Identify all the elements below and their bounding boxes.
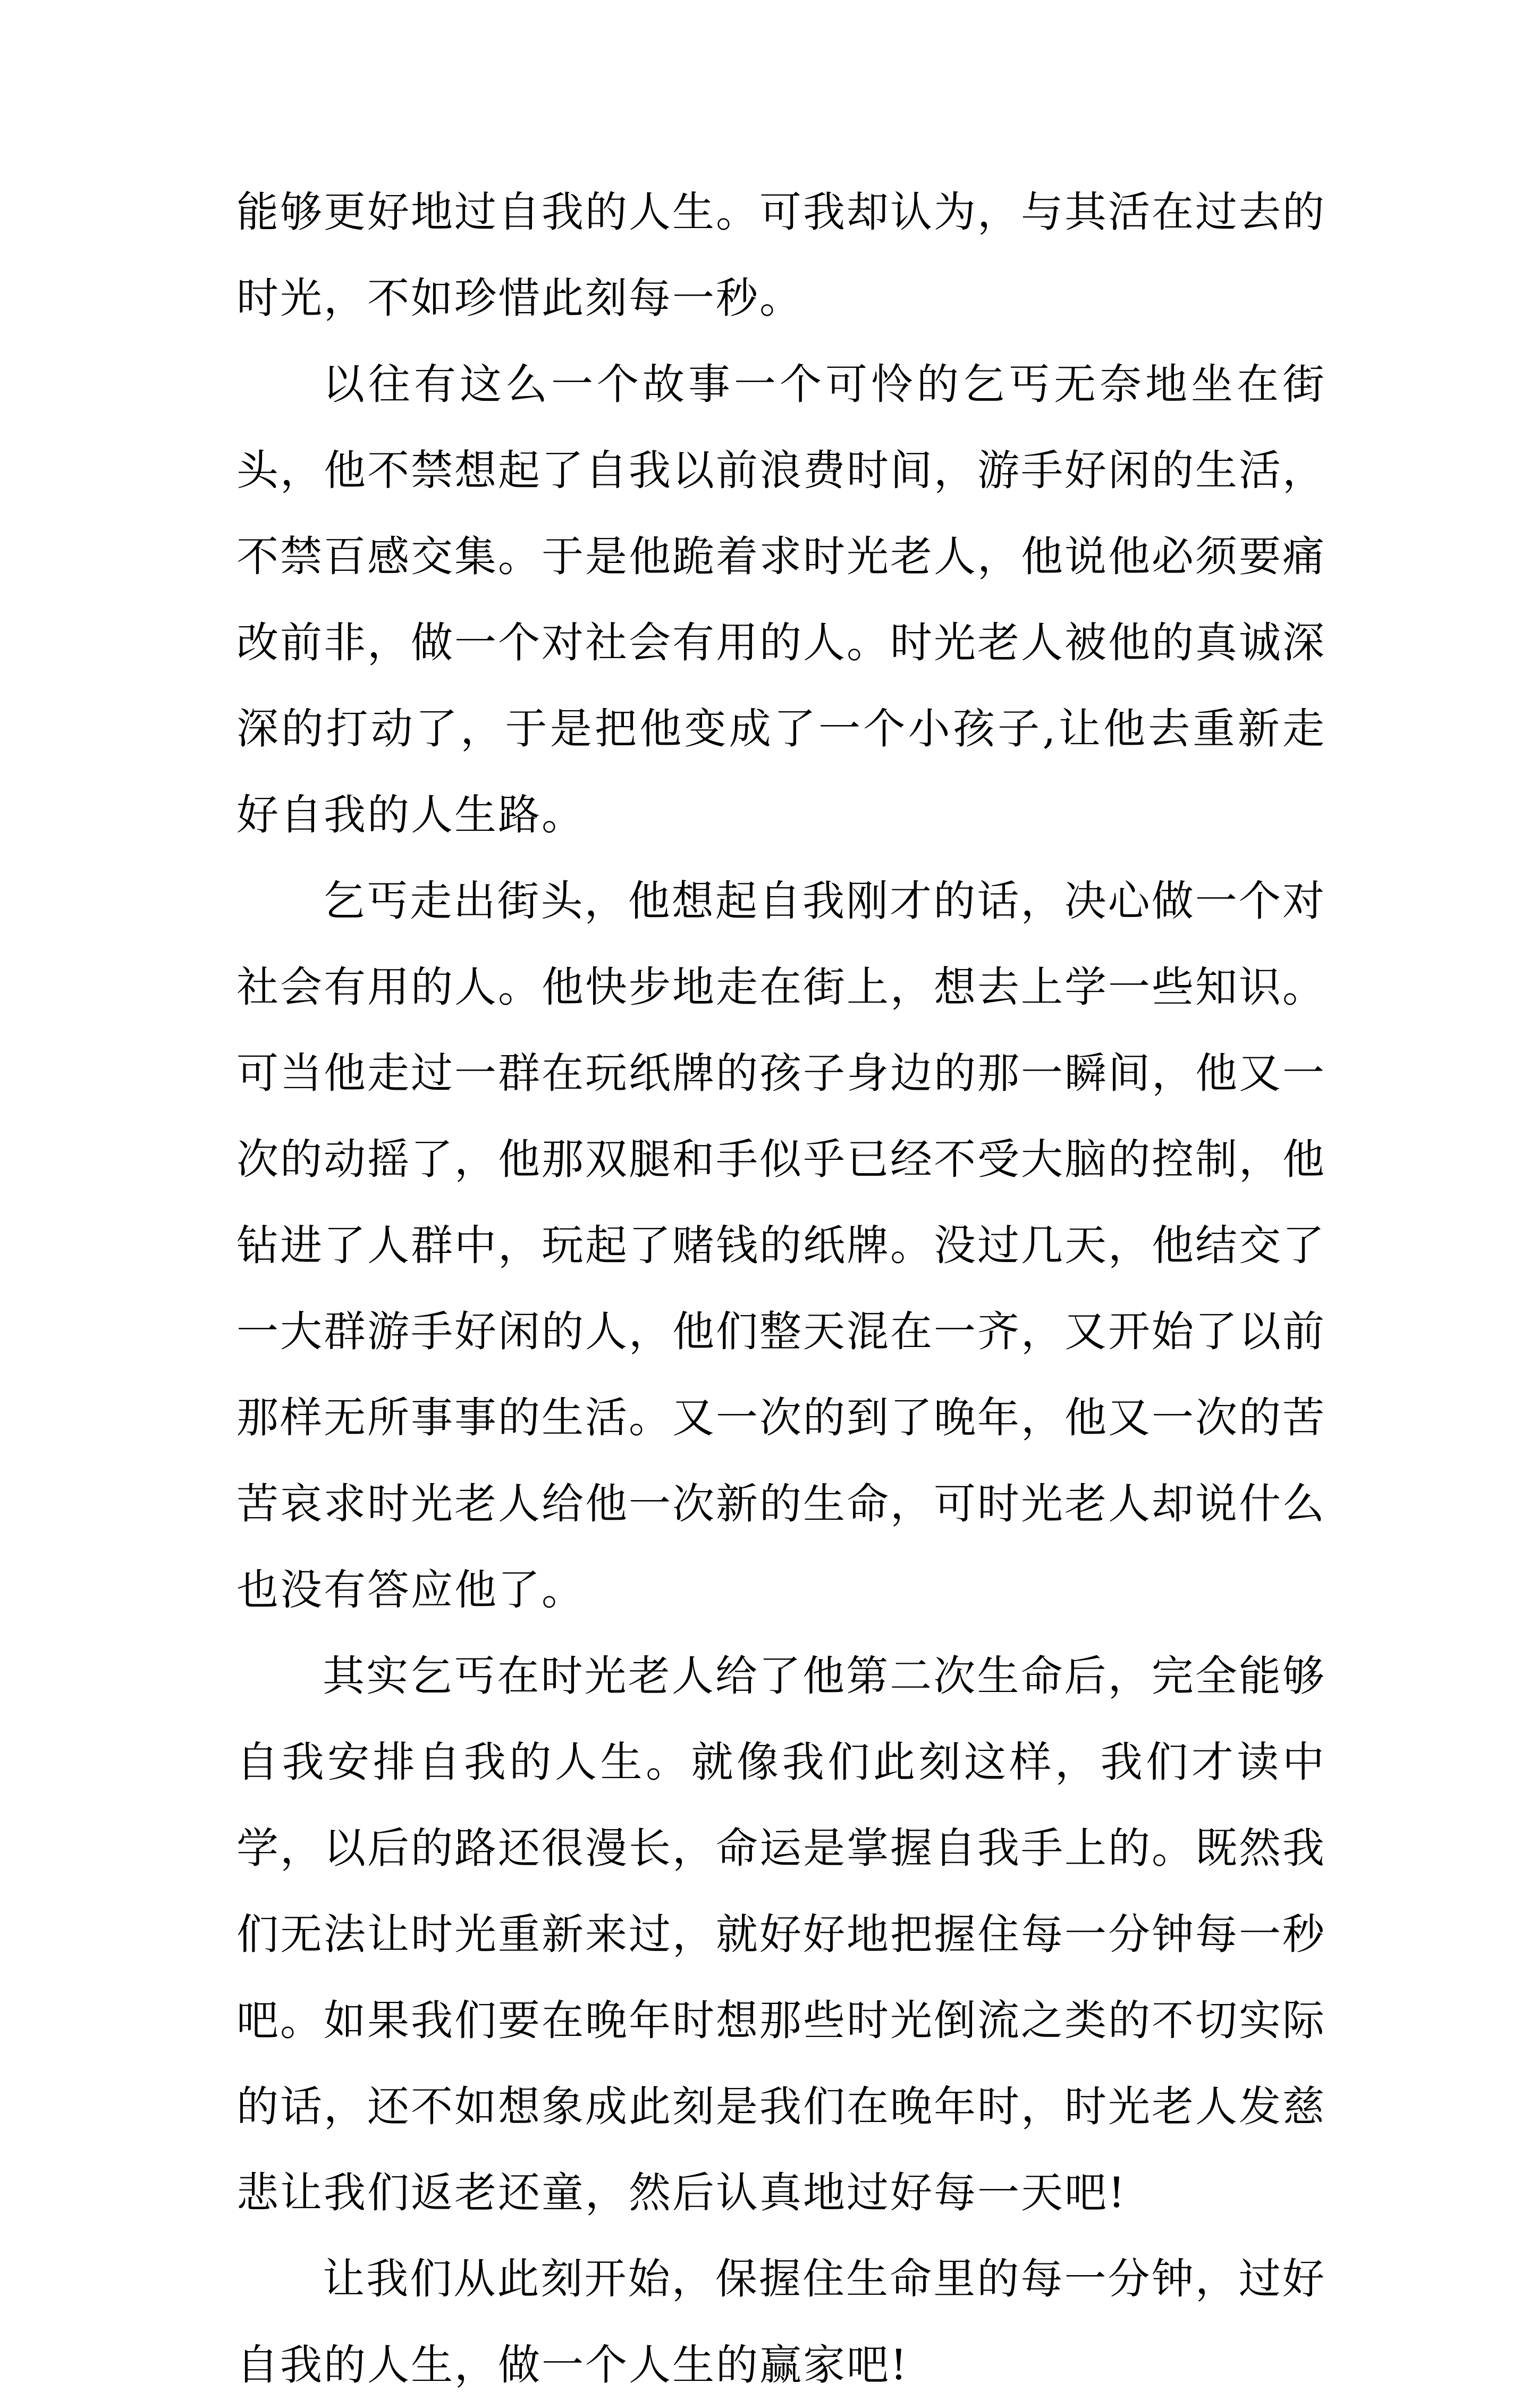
paragraph-3: 乞丐走出街头，他想起自我刚才的话，决心做一个对社会有用的人。他快步地走在街上，想去上学一些知识。可当他走过一群在玩纸牌的孩子身边的那一瞬间，他又一次的动摇了，他那双腿和手似乎已经不受大脑的控制，他钻进了人群中，玩起了赌钱的纸牌。没过几天，他结交了一大群游手好闲的人，他们整天混在一齐，又开始了以前那样无所事事的生活。又一次的到了晚年，他又一次的苦苦哀求时光老人给他一次新的生命，可时光老人却说什么也没有答应他了。 [236,877,1326,1614]
paragraph-2: 以往有这么一个故事一个可怜的乞丐无奈地坐在街头，他不禁想起了自我以前浪费时间，游手好闲的生活，不禁百感交集。于是他跪着求时光老人，他说他必须要痛改前非，做一个对社会有用的人。时光老人被他的真诚深深的打动了，于是把他变成了一个小孩子,让他去重新走好自我的人生路。 [236,360,1326,839]
paragraph-5: 让我们从此刻开始，保握住生命里的每一分钟，过好自我的人生，做一个人生的赢家吧! [236,2254,1326,2389]
paragraph-1: 能够更好地过自我的人生。可我却认为，与其活在过去的时光，不如珍惜此刻每一秒。 [236,188,1326,323]
paragraph-4: 其实乞丐在时光老人给了他第二次生命后，完全能够自我安排自我的人生。就像我们此刻这样，我们才读中学，以后的路还很漫长，命运是掌握自我手上的。既然我们无法让时光重新来过，就好好地把握住每一分钟每一秒吧。如果我们要在晚年时想那些时光倒流之类的不切实际的话，还不如想象成此刻是我们在晚年时，时光老人发慈悲让我们返老还童，然后认真地过好每一天吧! [236,1652,1326,2217]
document-body [236,169,1326,2408]
